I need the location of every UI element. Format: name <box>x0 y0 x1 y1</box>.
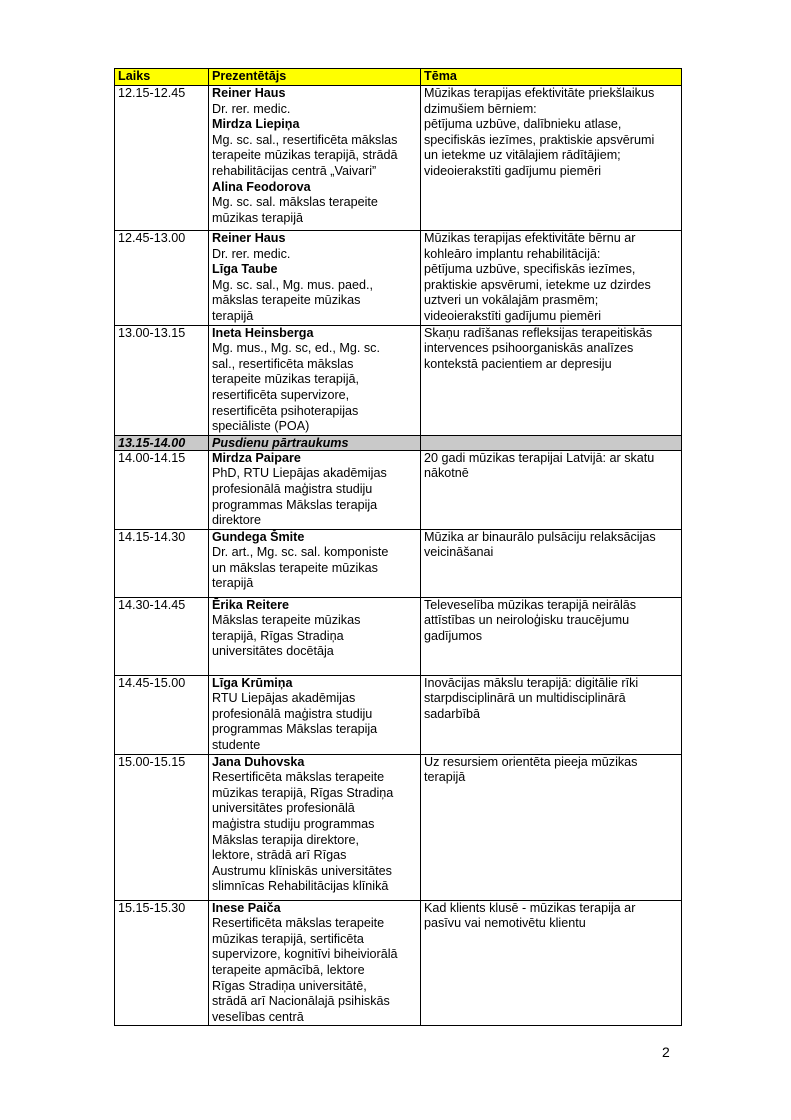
topic-line: pētījuma uzbūve, specifiskās iezīmes, <box>424 262 636 277</box>
cell-presenters <box>209 597 421 675</box>
presenter-name: Gundega Šmite <box>212 529 305 544</box>
table-row <box>115 86 682 231</box>
presenter-detail: rehabilitācijas centrā „Vaivari” <box>212 163 377 178</box>
cell-presenters <box>209 529 421 597</box>
presenter-detail: slimnīcas Rehabilitācijas klīnikā <box>212 879 389 894</box>
cell-presenters <box>209 231 421 326</box>
schedule-table <box>114 68 682 1026</box>
cell-time: 14.15-14.30 <box>115 529 209 597</box>
presenter-detail: terapijā, Rīgas Stradiņa <box>212 628 344 643</box>
cell-time: 13.15-14.00 <box>115 435 209 450</box>
topic-line: kontekstā pacientiem ar depresiju <box>424 356 612 371</box>
presenter-detail: Mg. sc. sal., resertificēta mākslas <box>212 132 398 147</box>
topic-line: Mūzikas terapijas efektivitāte bērnu ar <box>424 231 636 245</box>
presenter-detail: terapeite mūzikas terapijā, strādā <box>212 148 398 163</box>
header-presenter: Prezentētājs <box>209 69 421 86</box>
presenter-name: Alina Feodorova <box>212 179 311 194</box>
presenter-detail: Mākslas terapeite mūzikas <box>212 613 361 628</box>
presenter-name: Ineta Heinsberga <box>212 325 314 340</box>
presenter-detail: terapeite apmācībā, lektore <box>212 963 365 978</box>
cell-presenters <box>209 450 421 529</box>
table-header-row <box>115 69 682 86</box>
presenter-detail: profesionālā maģistra studiju <box>212 706 373 721</box>
presenter-detail: Dr. art., Mg. sc. sal. komponiste <box>212 545 389 560</box>
cell-time: 12.15-12.45 <box>115 86 209 231</box>
cell-topic <box>421 900 682 1026</box>
presenter-name: Mirdza Paipare <box>212 450 301 465</box>
cell-time: 15.15-15.30 <box>115 900 209 1026</box>
cell-break-empty <box>421 435 682 450</box>
cell-presenters <box>209 675 421 754</box>
topic-line: videoierakstīti gadījumu piemēri <box>424 163 602 178</box>
presenter-detail: strādā arī Nacionālajā psihiskās <box>212 994 390 1009</box>
table-row <box>115 231 682 326</box>
topic-line: Mūzikas terapijas efektivitāte priekšlaikus <box>424 86 655 100</box>
topic-line: attīstības un neiroloģisku traucējumu <box>424 613 630 628</box>
topic-line: Mūzika ar binaurālo pulsāciju relaksācijas <box>424 529 656 544</box>
table-row <box>115 597 682 675</box>
topic-line: uztveri un vokālajām prasmēm; <box>424 293 599 308</box>
topic-line: Televeselība mūzikas terapijā neirālās <box>424 597 637 612</box>
presenter-detail: Austrumu klīniskās universitātes <box>212 863 392 878</box>
topic-line: Uz resursiem orientēta pieeja mūzikas <box>424 754 638 769</box>
presenter-detail: programmas Mākslas terapija <box>212 497 378 512</box>
presenter-name: Mirdza Liepiņa <box>212 117 300 132</box>
presenter-detail: Dr. rer. medic. <box>212 101 291 116</box>
presenter-detail: terapeite mūzikas terapijā, <box>212 372 359 387</box>
table-row <box>115 450 682 529</box>
break-row <box>115 435 682 450</box>
topic-line: videoierakstīti gadījumu piemēri <box>424 308 602 323</box>
table-row <box>115 754 682 900</box>
topic-line: terapijā <box>424 770 466 785</box>
schedule-body <box>115 69 682 1026</box>
topic-line: specifiskās iezīmes, praktiskie apsvērumi <box>424 132 655 147</box>
presenter-detail: mākslas terapeite mūzikas <box>212 293 361 308</box>
presenter-detail: universitātes profesionālā <box>212 801 355 816</box>
presenter-detail: resertificēta psihoterapijas <box>212 403 359 418</box>
presenter-detail: Resertificēta mākslas terapeite <box>212 916 385 931</box>
header-time: Laiks <box>115 69 209 86</box>
topic-line: dzimušiem bērniem: <box>424 101 537 116</box>
topic-line: veicināšanai <box>424 545 494 560</box>
cell-time: 14.30-14.45 <box>115 597 209 675</box>
presenter-detail: profesionālā maģistra studiju <box>212 481 373 496</box>
presenter-detail: PhD, RTU Liepājas akadēmijas <box>212 466 387 481</box>
topic-line: Skaņu radīšanas refleksijas terapeitiskās <box>424 325 653 340</box>
presenter-detail: Rīgas Stradiņa universitātē, <box>212 978 367 993</box>
topic-line: intervences psihoorganiskās analīzes <box>424 341 634 356</box>
topic-line: pētījuma uzbūve, dalībnieku atlase, <box>424 117 622 132</box>
cell-topic <box>421 754 682 900</box>
cell-time: 12.45-13.00 <box>115 231 209 326</box>
presenter-detail: Mg. mus., Mg. sc, ed., Mg. sc. <box>212 341 380 356</box>
presenter-detail: resertificēta supervizore, <box>212 387 350 402</box>
presenter-detail: maģistra studiju programmas <box>212 817 375 832</box>
presenter-name: Reiner Haus <box>212 86 286 100</box>
topic-line: pasīvu vai nemotivētu klientu <box>424 916 586 931</box>
presenter-detail: terapijā <box>212 308 254 323</box>
page-number: 2 <box>662 1044 670 1060</box>
topic-line: gadījumos <box>424 628 483 643</box>
cell-presenters <box>209 900 421 1026</box>
presenter-detail: lektore, strādā arī Rīgas <box>212 848 347 863</box>
topic-line: praktiskie apsvērumi, ietekme uz dzirdes <box>424 277 651 292</box>
topic-line: nākotnē <box>424 466 469 481</box>
cell-time: 15.00-15.15 <box>115 754 209 900</box>
cell-topic <box>421 597 682 675</box>
presenter-detail: Mg. sc. sal., Mg. mus. paed., <box>212 277 373 292</box>
presenter-detail: terapijā <box>212 576 254 591</box>
cell-time: 13.00-13.15 <box>115 325 209 435</box>
presenter-detail: veselības centrā <box>212 1009 304 1024</box>
presenter-detail: Dr. rer. medic. <box>212 246 291 261</box>
presenter-detail: Resertificēta mākslas terapeite <box>212 770 385 785</box>
cell-presenters <box>209 325 421 435</box>
presenter-detail: un mākslas terapeite mūzikas <box>212 560 378 575</box>
presenter-detail: Mg. sc. sal. mākslas terapeite <box>212 195 378 210</box>
presenter-detail: speciāliste (POA) <box>212 419 310 434</box>
cell-break-label: Pusdienu pārtraukums <box>209 435 421 450</box>
topic-line: Kad klients klusē - mūzikas terapija ar <box>424 900 636 915</box>
presenter-detail: programmas Mākslas terapija <box>212 722 378 737</box>
presenter-detail: mūzikas terapijā <box>212 210 303 225</box>
topic-line: starpdisciplinārā un multidisciplinārā <box>424 691 626 706</box>
presenter-detail: direktore <box>212 513 261 528</box>
cell-topic <box>421 325 682 435</box>
cell-topic <box>421 529 682 597</box>
table-row <box>115 325 682 435</box>
topic-line: 20 gadi mūzikas terapijai Latvijā: ar skatu <box>424 450 655 465</box>
table-row <box>115 529 682 597</box>
presenter-name: Jana Duhovska <box>212 754 305 769</box>
topic-line: un ietekme uz vitālajiem rādītājiem; <box>424 148 621 163</box>
presenter-name: Reiner Haus <box>212 231 286 245</box>
presenter-detail: studente <box>212 738 261 753</box>
presenter-name: Līga Krūmiņa <box>212 675 293 690</box>
topic-line: Inovācijas mākslu terapijā: digitālie rīki <box>424 675 639 690</box>
presenter-detail: RTU Liepājas akadēmijas <box>212 691 356 706</box>
cell-topic <box>421 86 682 231</box>
table-row <box>115 900 682 1026</box>
table-row <box>115 675 682 754</box>
cell-presenters <box>209 754 421 900</box>
cell-topic <box>421 450 682 529</box>
presenter-detail: supervizore, kognitīvi biheiviorālā <box>212 947 398 962</box>
cell-presenters <box>209 86 421 231</box>
presenter-detail: sal., resertificēta mākslas <box>212 356 354 371</box>
presenter-detail: universitātes docētāja <box>212 644 334 659</box>
topic-line: kohleāro implantu rehabilitācijā: <box>424 246 601 261</box>
presenter-name: Līga Taube <box>212 262 278 277</box>
cell-time: 14.45-15.00 <box>115 675 209 754</box>
presenter-detail: Mākslas terapija direktore, <box>212 832 359 847</box>
cell-topic <box>421 231 682 326</box>
presenter-name: Ērika Reitere <box>212 597 290 612</box>
presenter-detail: mūzikas terapijā, Rīgas Stradiņa <box>212 785 394 800</box>
topic-line: sadarbībā <box>424 706 481 721</box>
cell-topic <box>421 675 682 754</box>
header-topic: Tēma <box>421 69 682 86</box>
cell-time: 14.00-14.15 <box>115 450 209 529</box>
presenter-name: Inese Paiča <box>212 900 281 915</box>
presenter-detail: mūzikas terapijā, sertificēta <box>212 931 364 946</box>
